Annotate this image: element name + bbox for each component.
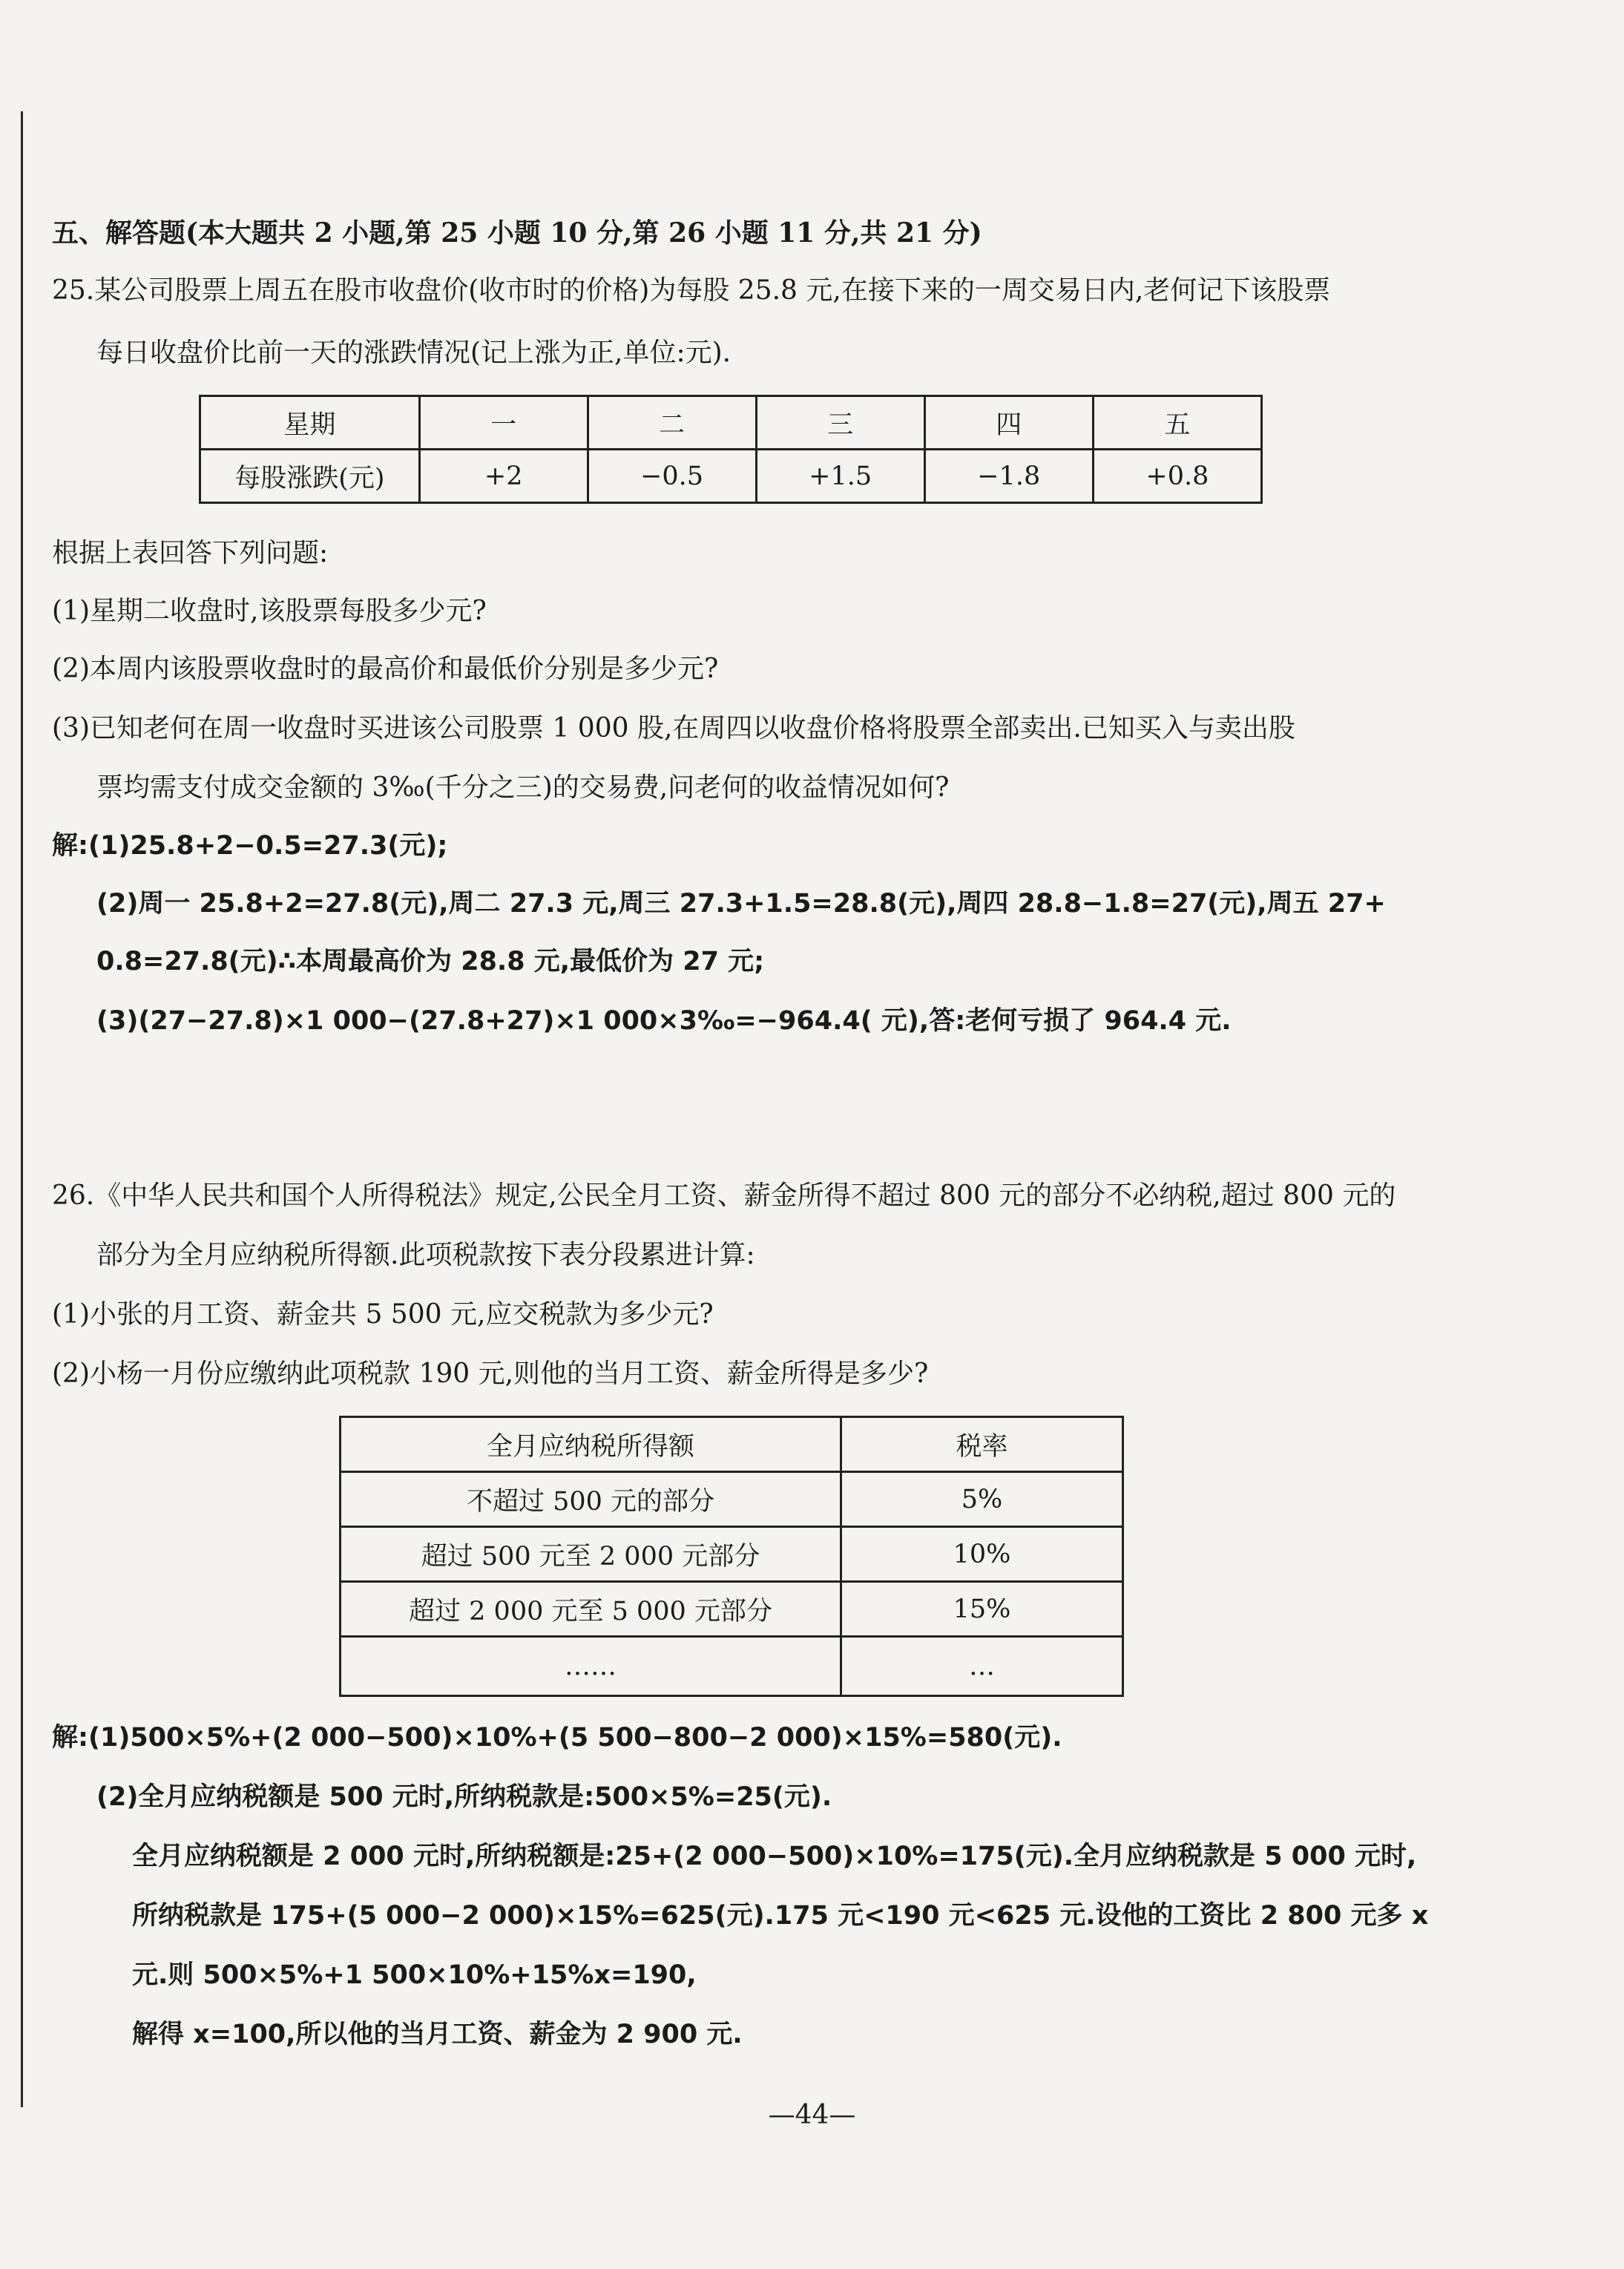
q26-rate-cell: 5% bbox=[841, 1472, 1122, 1527]
q25-price-table bbox=[199, 395, 1263, 504]
q25-value-cell: +2 bbox=[419, 450, 588, 503]
table-row bbox=[341, 1582, 1123, 1637]
q26-solution-2-line2: 全月应纳税额是 2 000 元时,所纳税额是:25+(2 000−500)×10%=175(元).全月应纳税款是 5 000 元时, bbox=[132, 1842, 1417, 1871]
q26-table-header-row bbox=[341, 1417, 1123, 1472]
q26-solution-2-line1: (2)全月应纳税额是 500 元时,所纳税款是:500×5%=25(元). bbox=[96, 1782, 832, 1812]
q26-solution-2-line3: 所纳税款是 175+(5 000−2 000)×15%=625(元).175 元<190 元<625 元.设他的工资比 2 800 元多 x bbox=[132, 1901, 1429, 1931]
q26-bracket-cell: 超过 2 000 元至 5 000 元部分 bbox=[341, 1582, 841, 1637]
q25-solution-1: 解:(1)25.8+2−0.5=27.3(元); bbox=[52, 831, 448, 861]
q26-sub2: (2)小杨一月份应缴纳此项税款 190 元,则他的当月工资、薪金所得是多少? bbox=[52, 1359, 929, 1389]
q25-value-cell: −1.8 bbox=[924, 450, 1093, 503]
q26-solution-1: 解:(1)500×5%+(2 000−500)×10%+(5 500−800−2 000)×15%=580(元). bbox=[52, 1723, 1062, 1753]
q25-solution-2-line1: (2)周一 25.8+2=27.8(元),周二 27.3 元,周三 27.3+1.5=28.8(元),周四 28.8−1.8=27(元),周五 27+ bbox=[96, 889, 1386, 919]
q25-header-cell: 一 bbox=[419, 396, 588, 450]
q26-solution-2-line5: 解得 x=100,所以他的当月工资、薪金为 2 900 元. bbox=[132, 2020, 743, 2049]
q26-bracket-cell: 不超过 500 元的部分 bbox=[341, 1472, 841, 1527]
q26-bracket-cell: 超过 500 元至 2 000 元部分 bbox=[341, 1527, 841, 1582]
q25-header-cell: 二 bbox=[588, 396, 756, 450]
q25-value-cell: +0.8 bbox=[1093, 450, 1261, 503]
q25-header-cell: 星期 bbox=[200, 396, 420, 450]
left-margin-rule bbox=[21, 111, 23, 2107]
q26-tax-table bbox=[339, 1416, 1124, 1697]
q26-header-cell: 全月应纳税所得额 bbox=[341, 1417, 841, 1472]
q25-solution-2-line2: 0.8=27.8(元)∴本周最高价为 28.8 元,最低价为 27 元; bbox=[96, 947, 765, 976]
q25-stem-line1: 25.某公司股票上周五在股市收盘价(收市时的价格)为每股 25.8 元,在接下来的一周交易日内,老何记下该股票 bbox=[52, 275, 1331, 306]
q25-sub1: (1)星期二收盘时,该股票每股多少元? bbox=[52, 596, 487, 626]
q26-bracket-cell: …… bbox=[341, 1637, 841, 1696]
q25-sub2: (2)本周内该股票收盘时的最高价和最低价分别是多少元? bbox=[52, 654, 719, 684]
q25-sub3-line1: (3)已知老何在周一收盘时买进该公司股票 1 000 股,在周四以收盘价格将股票全部卖出.已知买入与卖出股 bbox=[52, 713, 1295, 743]
q26-rate-cell: 15% bbox=[841, 1582, 1122, 1637]
table-row bbox=[341, 1472, 1123, 1527]
q25-header-cell: 三 bbox=[756, 396, 924, 450]
q25-table-value-row bbox=[200, 450, 1262, 503]
q25-solution-3: (3)(27−27.8)×1 000−(27.8+27)×1 000×3‰=−964.4( 元),答:老何亏损了 964.4 元. bbox=[96, 1006, 1232, 1036]
q25-intro: 根据上表回答下列问题: bbox=[52, 538, 329, 568]
q25-sub3-line2: 票均需支付成交金额的 3‰(千分之三)的交易费,问老何的收益情况如何? bbox=[96, 772, 950, 803]
q25-value-cell: +1.5 bbox=[756, 450, 924, 503]
q26-stem-line1: 26.《中华人民共和国个人所得税法》规定,公民全月工资、薪金所得不超过 800 元的部分不必纳税,超过 800 元的 bbox=[52, 1181, 1396, 1211]
q26-rate-cell: … bbox=[841, 1637, 1122, 1696]
page-number: —44— bbox=[768, 2100, 856, 2130]
q26-sub1: (1)小张的月工资、薪金共 5 500 元,应交税款为多少元? bbox=[52, 1299, 714, 1330]
q25-header-cell: 四 bbox=[924, 396, 1093, 450]
q25-value-cell: 每股涨跌(元) bbox=[200, 450, 420, 503]
table-row bbox=[341, 1637, 1123, 1696]
q25-value-cell: −0.5 bbox=[588, 450, 756, 503]
q25-stem-line2: 每日收盘价比前一天的涨跌情况(记上涨为正,单位:元). bbox=[96, 338, 732, 368]
q25-header-cell: 五 bbox=[1093, 396, 1261, 450]
q26-header-cell: 税率 bbox=[841, 1417, 1122, 1472]
section-heading: 五、解答题(本大题共 2 小题,第 25 小题 10 分,第 26 小题 11 分,共 21 分) bbox=[52, 217, 982, 249]
table-row bbox=[341, 1527, 1123, 1582]
q26-stem-line2: 部分为全月应纳税所得额.此项税款按下表分段累进计算: bbox=[96, 1240, 755, 1270]
q26-solution-2-line4: 元.则 500×5%+1 500×10%+15%x=190, bbox=[132, 1960, 697, 1990]
q26-rate-cell: 10% bbox=[841, 1527, 1122, 1582]
q25-table-header-row bbox=[200, 396, 1262, 450]
